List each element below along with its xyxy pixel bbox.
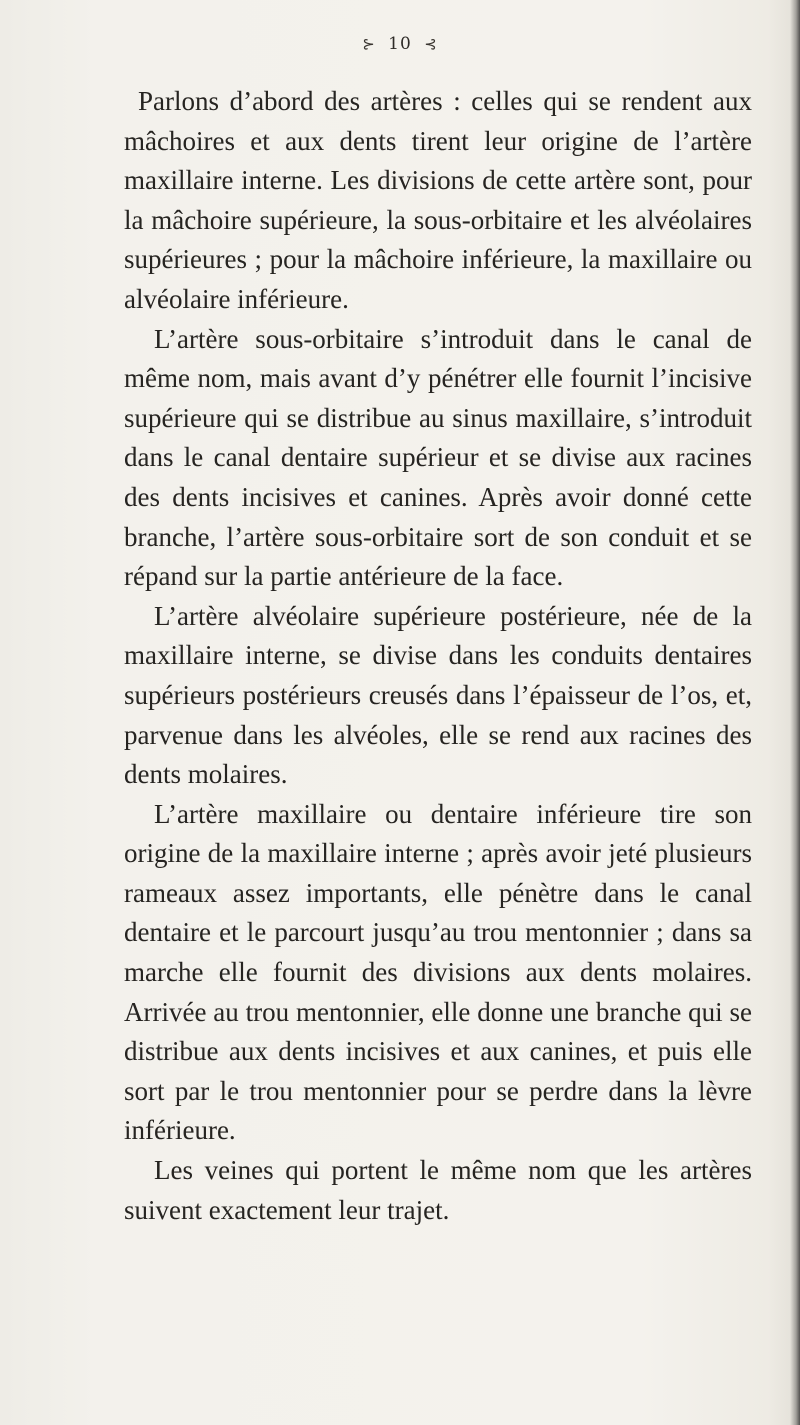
right-ornament-icon: ⊰ <box>424 35 438 53</box>
page-edge-shadow <box>790 0 800 1425</box>
left-ornament-icon: ⊱ <box>362 35 376 53</box>
paragraph-alveolaire-superieure: L’artère alvéolaire supérieure postérieure, née de la maxillaire interne, se divise dans les conduits dentaires supérieurs postérieurs creusés dans l’épaisseur de l’os, et, parvenue dans les alvéoles, elle se rend aux racines des dents molaires. <box>124 600 752 790</box>
paragraph-veines: Les veines qui portent le même nom que les artères suivent exactement leur trajet. <box>124 1155 752 1225</box>
paragraph-sous-orbitaire: L’artère sous-orbitaire s’introduit dans le canal de même nom, mais avant d’y pénétrer elle fournit l’incisive supérieure qui se distribue au sinus maxillaire, s’introduit dans le canal dentaire supérieur et se divise aux racines des dents incisives et canines. Après avoir donné cette branche, l’artère sous-orbitaire sort de son conduit et se répand sur la partie antérieure de la face. <box>124 323 752 592</box>
paragraph-arteres-intro: Parlons d’abord des artères : celles qui se rendent aux mâchoires et aux dents tirent leur origine de l’artère maxillaire interne. Les divisions de cette artère sont, pour la mâchoire supérieure, la sous-orbitaire et les alvéolaires supérieures ; pour la mâchoire inférieure, la maxillaire ou alvéolaire inférieure. <box>124 86 752 314</box>
page-header <box>0 34 800 54</box>
page-number: 10 <box>388 34 412 54</box>
paragraph-maxillaire-inferieure: L’artère maxillaire ou dentaire inférieure tire son origine de la maxillaire interne ; après avoir jeté plusieurs rameaux assez importants, elle pénètre dans le canal dentaire et le parcourt jusqu’au trou mentonnier ; dans sa marche elle fournit des divisions aux dents molaires. Arrivée au trou mentonnier, elle donne une branche qui se distribue aux dents incisives et aux canines, et puis elle sort par le trou mentonnier pour se perdre dans la lèvre inférieure. <box>124 798 752 1146</box>
body-text <box>124 82 752 1230</box>
